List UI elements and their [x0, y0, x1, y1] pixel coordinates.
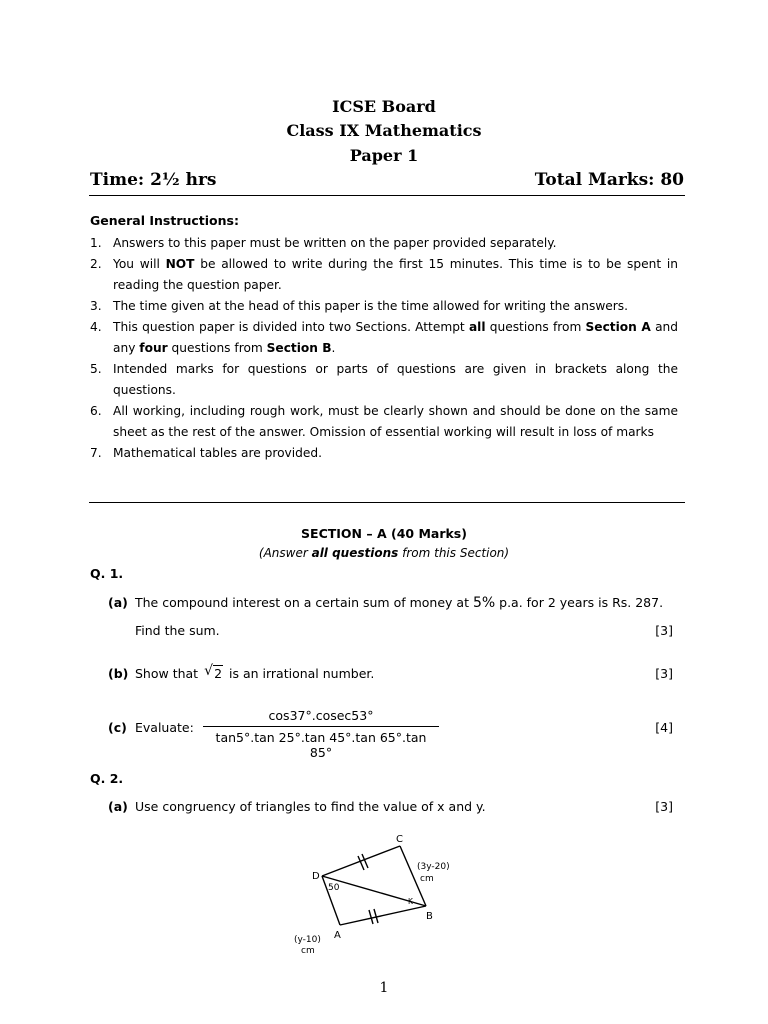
vertex-d: D: [312, 871, 320, 882]
time-allowed: Time: 2½ hrs: [90, 170, 217, 190]
tick-mark: [369, 910, 373, 924]
line-ab: [340, 906, 426, 925]
instruction-item: 2. You will NOT be allowed to write during the first 15 minutes. This time is to be spent in reading the question paper.: [90, 257, 678, 292]
q1c-label: (c): [108, 720, 127, 735]
board-title: ICSE Board: [332, 97, 436, 116]
vertex-c: C: [396, 834, 403, 845]
q1b-text: Show that √ 2 is an irrational number.: [135, 663, 375, 681]
question-1-label: Q. 1.: [90, 566, 124, 581]
q1c-marks: [4]: [655, 720, 673, 735]
paper-title: Paper 1: [349, 146, 419, 165]
vertex-b: B: [426, 911, 433, 922]
q1c-fraction: [203, 708, 439, 760]
q2a-label: (a): [108, 799, 128, 814]
section-title: SECTION – A (40 Marks): [301, 526, 467, 541]
total-marks: Total Marks: 80: [534, 170, 684, 190]
q1b-label: (b): [108, 666, 129, 681]
q2a-text: Use congruency of triangles to find the value of x and y.: [135, 799, 486, 814]
section-subtitle: (Answer all questions from this Section): [258, 546, 510, 560]
tick-mark: [374, 909, 378, 923]
header-divider: [89, 195, 685, 196]
cb-length-label: (3y-20): [417, 862, 450, 872]
instruction-item: 7. Mathematical tables are provided.: [90, 446, 322, 460]
da-unit-label: cm: [301, 946, 315, 956]
line-cd: [322, 846, 400, 876]
vertex-a: A: [334, 930, 341, 941]
instruction-item: 6. All working, including rough work, must be clearly shown and should be done on the same sheet as the rest of the answer. Omission of essential working will result in loss of marks: [90, 404, 678, 439]
da-length-label: (y-10): [294, 935, 321, 945]
q1a-text: The compound interest on a certain sum of money at 5% p.a. for 2 years is Rs. 287.: [135, 595, 664, 611]
fraction-denominator: tan5°.tan 25°.tan 45°.tan 65°.tan 85°: [215, 730, 427, 760]
q1a-text-line2: Find the sum.: [135, 623, 220, 638]
question-2-label: Q. 2.: [90, 771, 124, 786]
q2a-marks: [3]: [655, 799, 673, 814]
q1a-marks: [3]: [655, 623, 673, 638]
instruction-item: 3. The time given at the head of this paper is the time allowed for writing the answers.: [90, 299, 629, 313]
fraction-numerator: cos37°.cosec53°: [268, 708, 374, 723]
instructions-list: [90, 233, 678, 464]
congruent-triangles-figure: [280, 830, 480, 970]
q1b-marks: [3]: [655, 666, 673, 681]
q1c-text: Evaluate:: [135, 720, 194, 735]
sqrt-symbol: √ 2: [204, 663, 223, 681]
class-title: Class IX Mathematics: [286, 121, 482, 140]
q1a-label: (a): [108, 595, 128, 610]
instruction-item: 5. Intended marks for questions or parts of questions are given in brackets along the questions.: [90, 362, 678, 397]
page-number: 1: [379, 980, 389, 996]
instruction-item: 1. Answers to this paper must be written on the paper provided separately.: [90, 236, 557, 250]
cb-unit-label: cm: [420, 874, 434, 884]
instruction-item: 4. This question paper is divided into two Sections. Attempt all questions from Section A and any four questions from Section B.: [90, 320, 679, 355]
angle-mark-k: K: [408, 897, 413, 906]
angle-label: 50: [328, 883, 340, 893]
instructions-title: General Instructions:: [90, 213, 239, 228]
section-divider: [89, 502, 685, 503]
